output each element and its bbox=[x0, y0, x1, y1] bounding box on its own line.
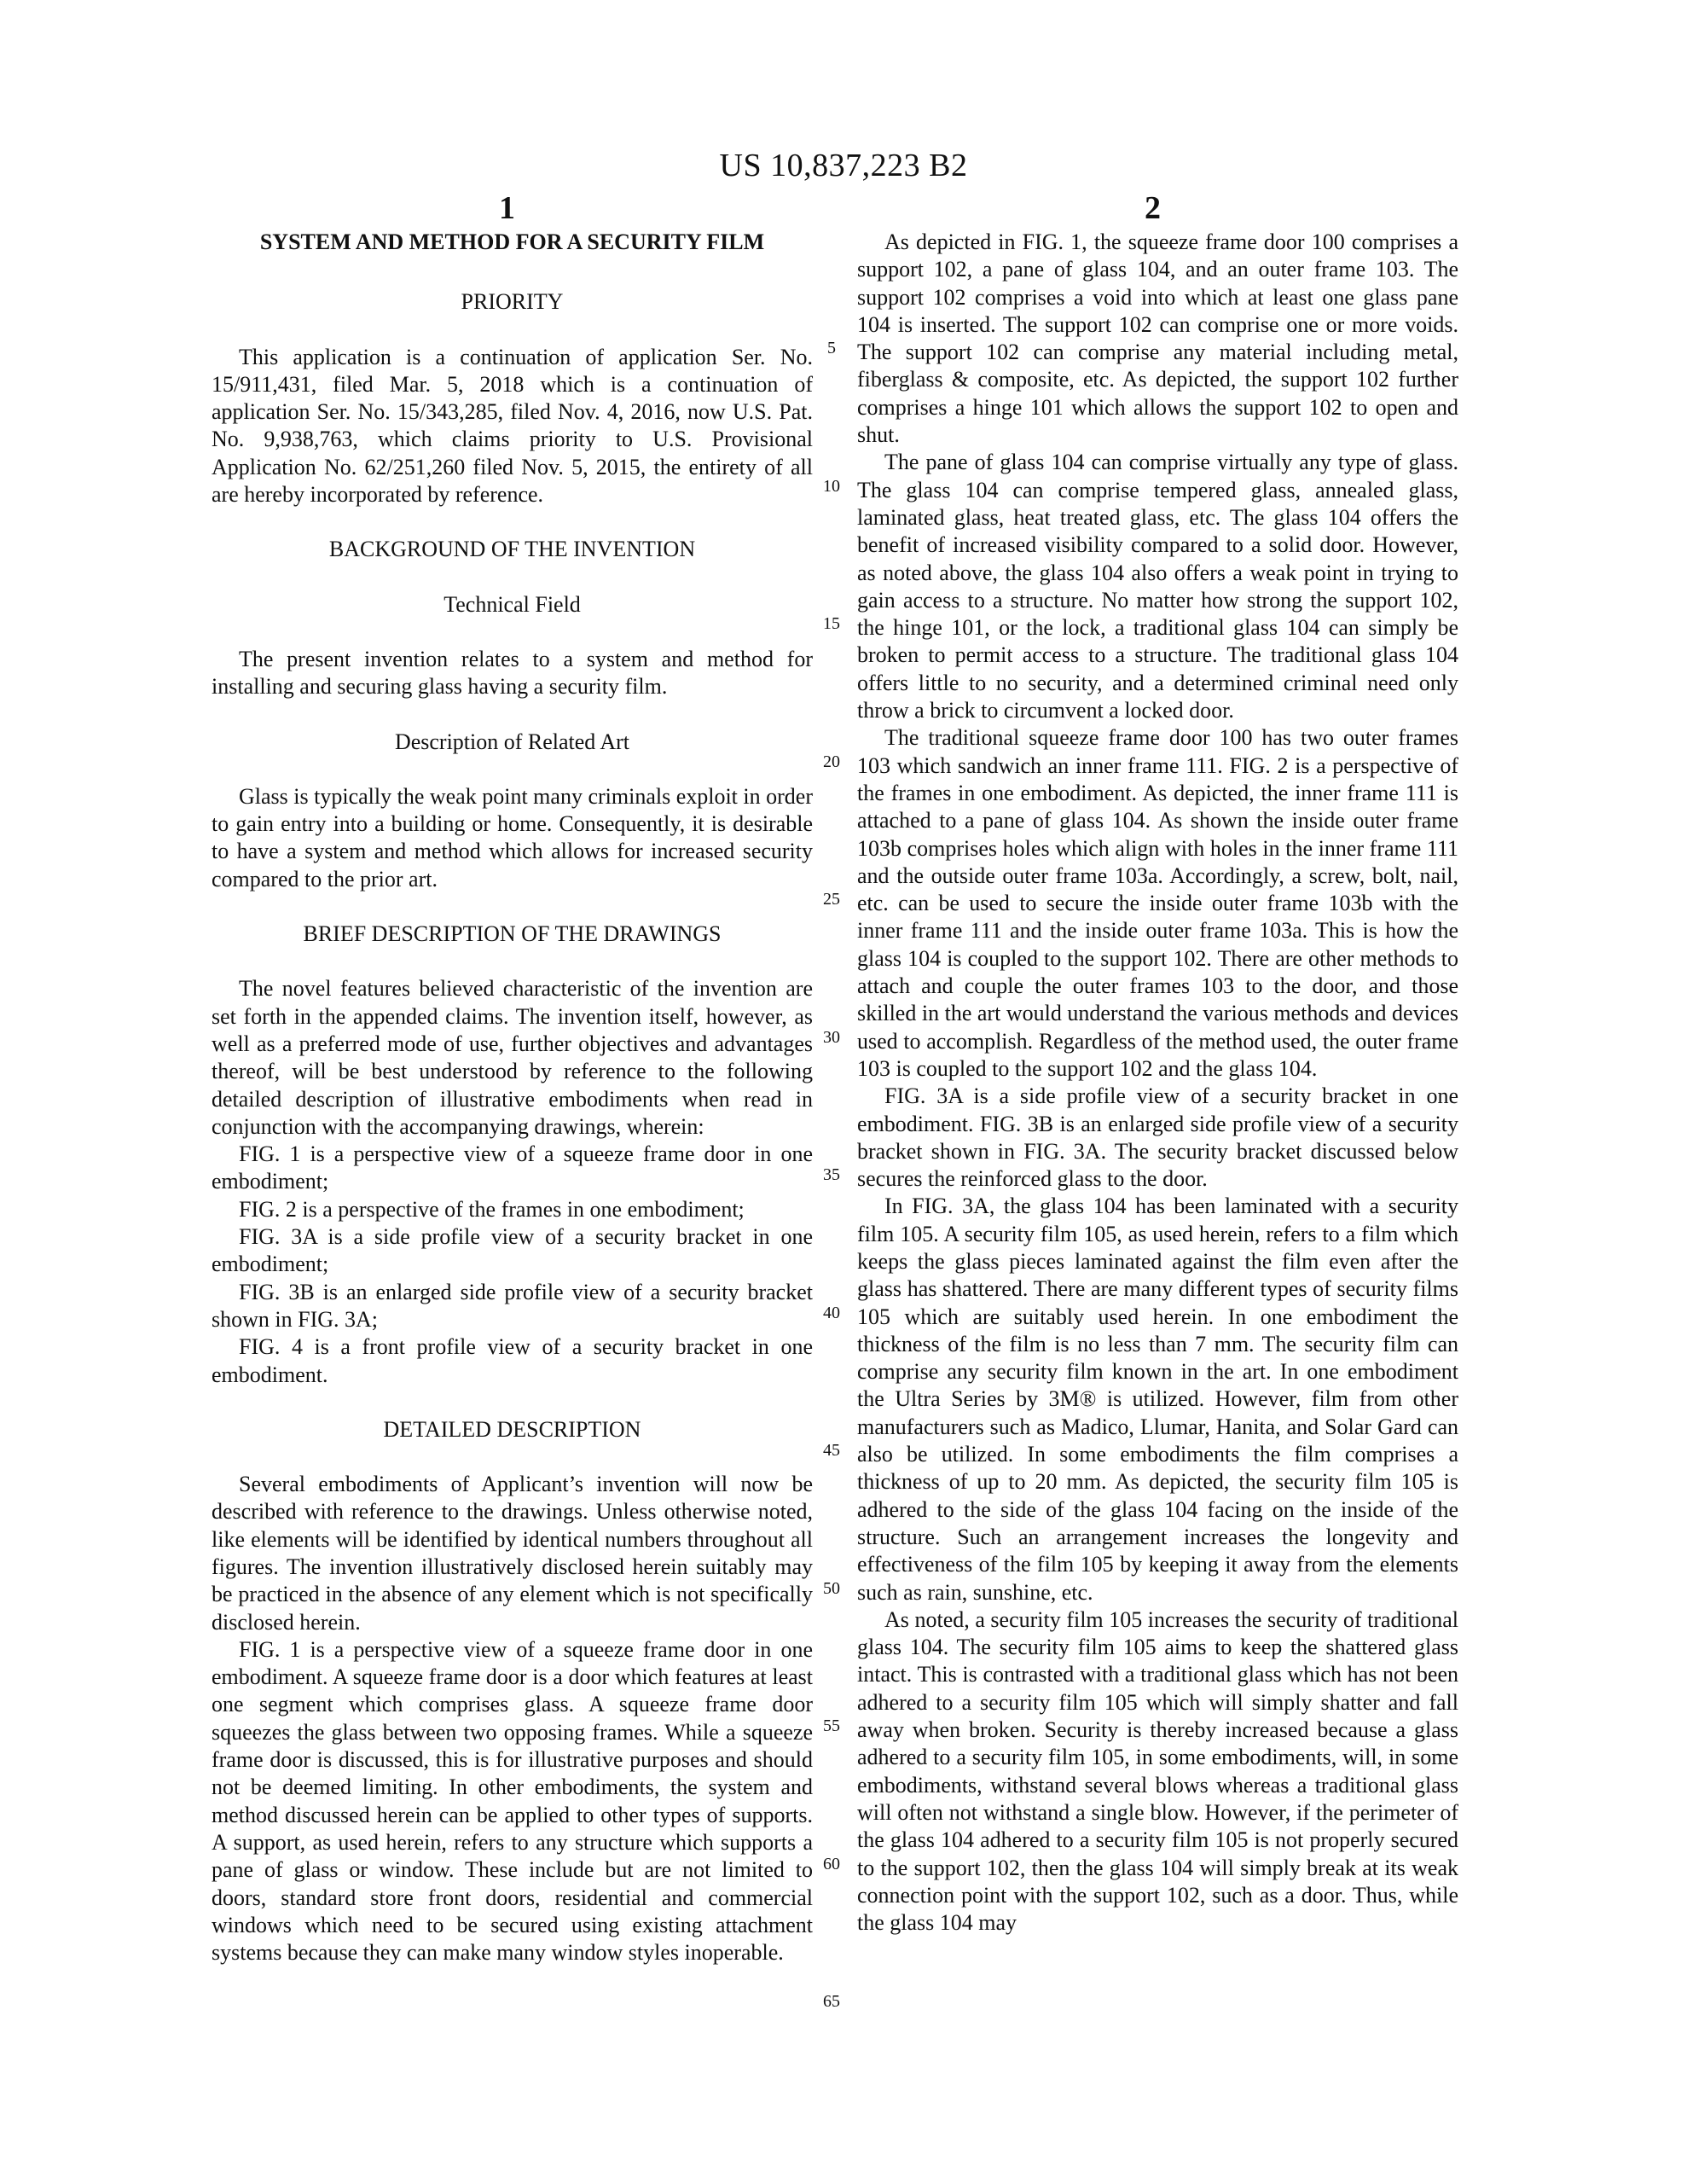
line-number: 40 bbox=[823, 1304, 840, 1322]
fig-3b-description: FIG. 3B is an enlarged side profile view of a security bracket shown in FIG. 3A; bbox=[212, 1279, 813, 1332]
line-number: 30 bbox=[823, 1028, 840, 1047]
heading-drawings: BRIEF DESCRIPTION OF THE DRAWINGS bbox=[303, 921, 722, 947]
paragraph-technical-field: The present invention relates to a system and method for installing and securing glass having a security film. bbox=[212, 646, 813, 700]
line-number: 60 bbox=[823, 1855, 840, 1873]
column-number-left: 1 bbox=[499, 190, 515, 226]
line-number: 35 bbox=[823, 1165, 840, 1184]
line-number: 10 bbox=[823, 477, 840, 496]
heading-technical-field: Technical Field bbox=[443, 591, 581, 617]
paragraph-right-3: The traditional squeeze frame door 100 has two outer frames 103 which sandwich an inner frame 111. FIG. 2 is a perspective of the frames in one embodiment. As depicted, the inner frame 111 is attached to a pane of glass 104. As shown the inside outer frame 103b comprises holes which align with holes in the inner frame 111 and the outside outer frame 103a. Accordingly, a screw, bolt, nail, etc. can be used to secure the inside outer frame 103b with the inner frame 111 and the inside outer frame 103a. This is how the glass 104 is coupled to the support 102. There are other methods to attach and couple the outer frames 103 to the door, and those skilled in the art would understand the various methods and devices used to accomplish. Regardless of the method used, the outer frame 103 is coupled to the support 102 and the glass 104. bbox=[857, 725, 1458, 1081]
heading-detailed-description: DETAILED DESCRIPTION bbox=[383, 1416, 641, 1442]
line-number: 55 bbox=[823, 1716, 840, 1735]
paragraph-detailed-1: Several embodiments of Applicant’s invention will now be described with reference to the drawings. Unless otherwise noted, like elements will be identified by identical numbers throughout all figures. The invention illustratively disclosed herein suitably may be practiced in the absence of any element which is not specifically disclosed herein. bbox=[212, 1472, 813, 1635]
paragraph-drawings: The novel features believed characteristic of the invention are set forth in the appended claims. The invention itself, however, as well as a preferred mode of use, further objectives and advantages thereof, will be best understood by reference to the following detailed description of illustrative embodiments when read in conjunction with the accompanying drawings, wherein: bbox=[212, 976, 813, 1139]
line-number: 15 bbox=[823, 614, 840, 633]
heading-related-art: Description of Related Art bbox=[394, 729, 630, 754]
line-number: 25 bbox=[823, 890, 840, 909]
left-column bbox=[212, 229, 813, 1966]
paragraph-right-5: In FIG. 3A, the glass 104 has been laminated with a security film 105. A security film 105, as used herein, refers to a film which keeps the glass pieces laminated against the film even after the glass has shattered. There are many different types of security films 105 which are suitably used herein. In one embodiment the thickness of the film is no less than 7 mm. The security film can comprise any security film known in the art. In one embodiment the Ultra Series by 3M® is utilized. However, film from other manufacturers such as Madico, Llumar, Hanita, and Solar Gard can also be utilized. In some embodiments the film comprises a thickness of up to 20 mm. As depicted, the security film 105 is adhered to the side of the glass 104 facing on the inside of the structure. Such an arrangement increases the longevity and effectiveness of the film 105 by keeping it away from the elements such as rain, sunshine, etc. bbox=[857, 1194, 1458, 1605]
fig-2-description: FIG. 2 is a perspective of the frames in one embodiment; bbox=[239, 1196, 745, 1222]
paragraph-right-1: As depicted in FIG. 1, the squeeze frame door 100 comprises a support 102, a pane of glass 104, and an outer frame 103. The support 102 comprises a void into which at least one glass pane 104 is inserted. The support 102 can comprise one or more voids. The support 102 can comprise any material including metal, fiberglass & composite, etc. As depicted, the support 102 further comprises a hinge 101 which allows the support 102 to open and shut. bbox=[857, 229, 1458, 448]
patent-title: SYSTEM AND METHOD FOR A SECURITY FILM bbox=[259, 229, 765, 254]
line-number: 45 bbox=[823, 1441, 840, 1460]
paragraph-right-2: The pane of glass 104 can comprise virtually any type of glass. The glass 104 can comprise tempered glass, annealed glass, laminated glass, heat treated glass, etc. The glass 104 offers the benefit of increased visibility compared to a solid door. However, as noted above, the glass 104 also offers a weak point in trying to gain access to a structure. No matter how strong the support 102, the hinge 101, or the lock, a traditional glass 104 can simply be broken to permit access to a structure. The traditional glass 104 offers little to no security, and a determined criminal need only throw a brick to circumvent a locked door. bbox=[857, 450, 1458, 723]
paragraph-right-6: As noted, a security film 105 increases the security of traditional glass 104. The security film 105 aims to keep the shattered glass intact. This is contrasted with a traditional glass which has not been adhered to a security film 105 which will simply shatter and fall away when broken. Security is thereby increased because a glass adhered to a security film 105, in some embodiments, will, in some embodiments, withstand several blows whereas a traditional glass will often not withstand a single blow. However, if the perimeter of the glass 104 adhered to a security film 105 is not properly secured to the support 102, then the glass 104 will simply break at its weak connection point with the support 102, such as a door. Thus, while the glass 104 may bbox=[857, 1606, 1458, 1936]
line-number: 20 bbox=[823, 752, 840, 771]
paragraph-priority: This application is a continuation of application Ser. No. 15/911,431, filed Mar. 5, 2018 which is a continuation of application Ser. No. 15/343,285, filed Nov. 4, 2016, now U.S. Pat. No. 9,938,763, which claims priority to U.S. Provisional Application No. 62/251,260 filed Nov. 5, 2015, the entirety of all are hereby incorporated by reference. bbox=[212, 344, 813, 508]
line-number: 50 bbox=[823, 1579, 840, 1598]
heading-background: BACKGROUND OF THE INVENTION bbox=[328, 537, 696, 562]
fig-3a-description: FIG. 3A is a side profile view of a security bracket in one embodiment; bbox=[212, 1224, 813, 1277]
paragraph-detailed-2: FIG. 1 is a perspective view of a squeeze frame door in one embodiment. A squeeze frame door is a door which features at least one segment which comprises glass. A squeeze frame door squeezes the glass between two opposing frames. While a squeeze frame door is discussed, this is for illustrative purposes and should not be deemed limiting. In other embodiments, the system and method discussed herein can be applied to other types of supports. A support, as used herein, refers to any structure which supports a pane of glass or window. These include but are not limited to doors, standard store front doors, residential and commercial windows which need to be secured using existing attachment systems because they can make many window styles inoperable. bbox=[212, 1636, 813, 1966]
heading-priority: PRIORITY bbox=[461, 289, 564, 315]
line-number: 65 bbox=[823, 1992, 840, 2011]
column-number-right: 2 bbox=[1145, 190, 1161, 226]
fig-4-description: FIG. 4 is a front profile view of a security bracket in one embodiment. bbox=[212, 1334, 813, 1387]
right-column bbox=[857, 229, 1458, 1937]
paragraph-right-4: FIG. 3A is a side profile view of a security bracket in one embodiment. FIG. 3B is an enlarged side profile view of a security bracket shown in FIG. 3A. The security bracket discussed below secures the reinforced glass to the door. bbox=[857, 1083, 1458, 1192]
paragraph-related-art: Glass is typically the weak point many criminals exploit in order to gain entry into a building or home. Consequently, it is desirable to have a system and method which allows for increased security compared to the prior art. bbox=[212, 783, 813, 892]
fig-1-description: FIG. 1 is a perspective view of a squeeze frame door in one embodiment; bbox=[212, 1141, 813, 1194]
line-number: 5 bbox=[827, 339, 836, 357]
page-header: US 10,837,223 B2 bbox=[719, 148, 968, 183]
